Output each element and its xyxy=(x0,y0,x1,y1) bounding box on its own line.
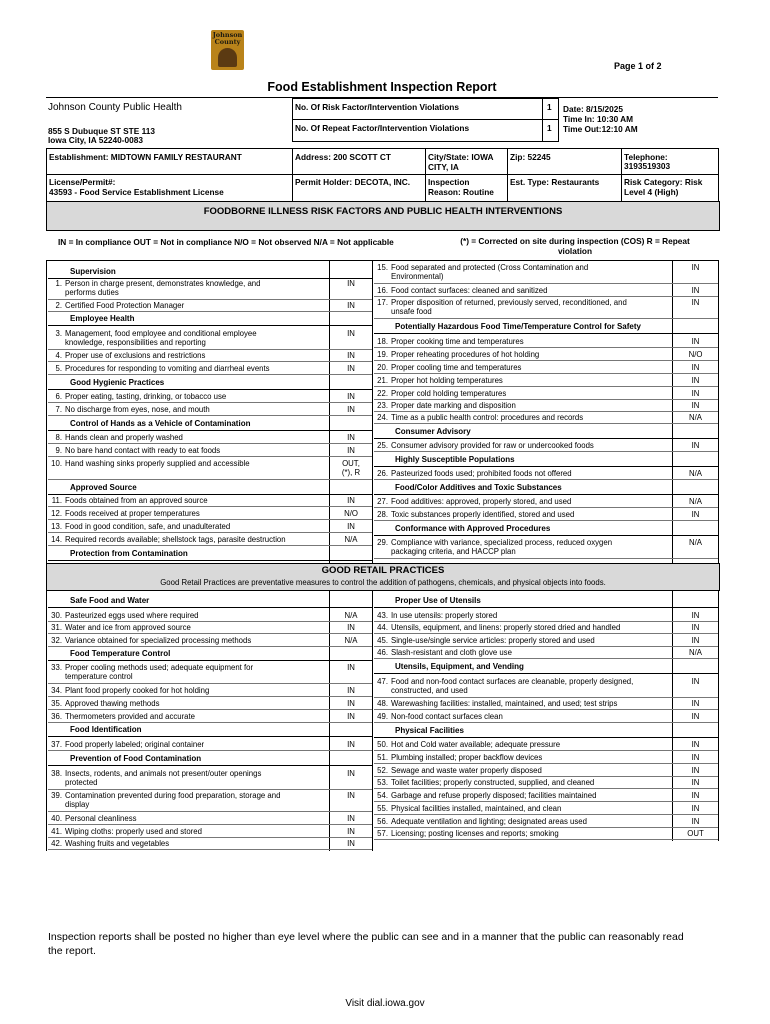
list-item xyxy=(374,623,671,632)
item-text: Proper cold holding temperatures xyxy=(391,389,507,398)
item-text: Hand washing sinks properly supplied and accessible xyxy=(65,459,250,468)
permit-holder: Permit Holder: DECOTA, INC. xyxy=(295,177,411,187)
compliance-status: N/A xyxy=(689,469,702,478)
county-logo xyxy=(211,30,244,70)
list-item xyxy=(374,677,671,696)
compliance-status: IN xyxy=(691,337,700,346)
item-text: Sewage and waste water properly disposed xyxy=(391,766,542,775)
item-number: 24. xyxy=(377,413,388,422)
item-text: Pasteurized foods used; prohibited foods not offered xyxy=(391,469,572,478)
item-number: 2. xyxy=(55,301,62,310)
compliance-status: IN xyxy=(347,446,355,455)
item-number: 45. xyxy=(377,636,388,645)
item-text: Food properly labeled; original container xyxy=(65,740,205,749)
logo-text: Johnson County xyxy=(212,31,243,46)
item-number: 30. xyxy=(51,611,62,620)
list-item xyxy=(48,364,327,373)
item-text: Warewashing facilities: installed, maintained, and used; test strips xyxy=(391,699,618,708)
compliance-status: IN xyxy=(691,363,700,372)
list-item xyxy=(48,636,327,645)
list-item xyxy=(374,778,671,787)
license-number: 43593 - Food Service Establishment License xyxy=(49,187,224,197)
compliance-status: IN xyxy=(691,298,700,307)
section-heading: Protection from Contamination xyxy=(70,549,188,558)
compliance-status: IN xyxy=(347,699,355,708)
item-text: Pasteurized eggs used where required xyxy=(65,611,199,620)
list-item xyxy=(374,401,671,410)
compliance-status: IN xyxy=(691,611,700,620)
item-text: Time as a public health control: procedures and records xyxy=(391,413,584,422)
establishment-name: Establishment: MIDTOWN FAMILY RESTAURANT xyxy=(49,152,242,162)
item-text: Hands clean and properly washed xyxy=(65,433,183,442)
zip-code: Zip: 52245 xyxy=(510,152,551,162)
item-text: Person in charge present, demonstrates knowledge, and performs duties xyxy=(65,279,261,298)
item-number: 1. xyxy=(55,279,62,288)
item-text: Consumer advisory provided for raw or undercooked foods xyxy=(391,441,594,450)
item-text: Licensing; posting licenses and reports; smoking xyxy=(391,829,559,838)
compliance-status: OUT, (*), R xyxy=(341,459,361,478)
section-heading: Employee Health xyxy=(70,314,135,323)
item-text: Procedures for responding to vomiting and diarrheal events xyxy=(65,364,270,373)
item-number: 13. xyxy=(51,522,62,531)
item-number: 22. xyxy=(377,389,388,398)
agency-address-1: 855 S Dubuque ST STE 113 xyxy=(48,126,155,136)
item-number: 48. xyxy=(377,699,388,708)
section-heading: Prevention of Food Contamination xyxy=(70,754,202,763)
compliance-status: IN xyxy=(691,712,700,721)
item-number: 44. xyxy=(377,623,388,632)
section-heading: Food Identification xyxy=(70,725,142,734)
section-heading: Approved Source xyxy=(70,483,137,492)
compliance-status: N/A xyxy=(689,413,702,422)
risk-category-1: Risk Category: Risk xyxy=(624,177,703,187)
list-item xyxy=(374,376,671,385)
section-heading: Control of Hands as a Vehicle of Contamination xyxy=(70,419,251,428)
list-item xyxy=(374,817,671,826)
page-number: Page 1 of 2 xyxy=(614,61,662,71)
item-number: 21. xyxy=(377,376,388,385)
list-item xyxy=(48,712,327,721)
section-heading: Highly Susceptible Populations xyxy=(395,455,515,464)
list-item xyxy=(374,753,671,762)
item-text: Physical facilities installed, maintained, and clean xyxy=(391,804,562,813)
section-heading: Utensils, Equipment, and Vending xyxy=(395,662,524,671)
compliance-status: IN xyxy=(347,392,355,401)
repeat-violations-count: 1 xyxy=(547,123,552,133)
item-number: 53. xyxy=(377,778,388,787)
compliance-status: N/A xyxy=(344,535,358,544)
item-number: 3. xyxy=(55,329,62,338)
item-text: Thermometers provided and accurate xyxy=(65,712,196,721)
item-number: 15. xyxy=(377,263,388,272)
risk-category-2: Level 4 (High) xyxy=(624,187,679,197)
visit-website: Visit dial.iowa.gov xyxy=(345,998,425,1009)
compliance-status: IN xyxy=(691,286,700,295)
compliance-status: IN xyxy=(691,740,700,749)
compliance-status: IN xyxy=(347,839,355,848)
item-number: 39. xyxy=(51,791,62,800)
inspection-reason-label: Inspection xyxy=(428,177,470,187)
item-text: Proper eating, tasting, drinking, or tobacco use xyxy=(65,392,227,401)
item-number: 16. xyxy=(377,286,388,295)
list-item xyxy=(48,405,327,414)
list-item xyxy=(374,712,671,721)
item-number: 43. xyxy=(377,611,388,620)
agency-address-2: Iowa City, IA 52240-0083 xyxy=(48,135,144,145)
item-number: 35. xyxy=(51,699,62,708)
list-item xyxy=(48,509,327,518)
item-number: 7. xyxy=(55,405,62,414)
section-heading: Physical Facilities xyxy=(395,726,464,735)
item-text: Contamination prevented during food preparation, storage and display xyxy=(65,791,281,810)
compliance-status: IN xyxy=(691,817,700,826)
section-heading: Supervision xyxy=(70,267,116,276)
compliance-status: IN xyxy=(347,301,355,310)
list-item xyxy=(48,522,327,531)
item-text: Personal cleanliness xyxy=(65,814,137,823)
item-text: Proper cooling time and temperatures xyxy=(391,363,522,372)
list-item xyxy=(374,611,671,620)
item-number: 8. xyxy=(55,433,62,442)
compliance-status: IN xyxy=(691,804,700,813)
list-item xyxy=(48,740,327,749)
item-text: Hot and Cold water available; adequate pressure xyxy=(391,740,561,749)
section-heading: Potentially Hazardous Food Time/Temperature Control for Safety xyxy=(395,322,641,331)
list-item xyxy=(48,663,327,682)
item-number: 52. xyxy=(377,766,388,775)
item-number: 40. xyxy=(51,814,62,823)
time-in: Time In: 10:30 AM xyxy=(563,114,634,124)
retail-section-header xyxy=(46,563,720,591)
list-item xyxy=(374,350,671,359)
telephone-number: 3193519303 xyxy=(624,161,671,171)
compliance-status: IN xyxy=(691,791,700,800)
compliance-status: IN xyxy=(691,766,700,775)
list-item xyxy=(48,814,327,823)
item-number: 12. xyxy=(51,509,62,518)
list-item xyxy=(48,827,327,836)
compliance-status: IN xyxy=(691,376,700,385)
item-text: No bare hand contact with ready to eat foods xyxy=(65,446,221,455)
list-item xyxy=(48,769,327,788)
compliance-status: IN xyxy=(347,522,355,531)
item-text: Proper disposition of returned, previously served, reconditioned, and unsafe food xyxy=(391,298,627,317)
compliance-status: IN xyxy=(691,778,700,787)
list-item xyxy=(48,351,327,360)
item-number: 36. xyxy=(51,712,62,721)
item-text: Non-food contact surfaces clean xyxy=(391,712,503,721)
compliance-status: IN xyxy=(347,623,355,632)
item-text: Certified Food Protection Manager xyxy=(65,301,185,310)
list-item xyxy=(374,699,671,708)
compliance-status: IN xyxy=(347,769,355,778)
list-item xyxy=(374,648,671,657)
item-text: Toilet facilities; properly constructed, supplied, and cleaned xyxy=(391,778,595,787)
item-number: 50. xyxy=(377,740,388,749)
repeat-violations-label: No. Of Repeat Factor/Intervention Violations xyxy=(295,123,470,133)
item-number: 18. xyxy=(377,337,388,346)
item-number: 5. xyxy=(55,364,62,373)
compliance-status: IN xyxy=(347,405,355,414)
list-item xyxy=(374,538,671,557)
item-number: 57. xyxy=(377,829,388,838)
list-item xyxy=(374,286,671,295)
compliance-status: IN xyxy=(347,433,355,442)
establishment-type: Est. Type: Restaurants xyxy=(510,177,600,187)
list-item xyxy=(374,497,671,506)
item-number: 9. xyxy=(55,446,62,455)
compliance-status: IN xyxy=(347,279,355,288)
compliance-status: IN xyxy=(347,364,355,373)
compliance-status: N/A xyxy=(689,497,702,506)
list-item xyxy=(374,510,671,519)
compliance-status: IN xyxy=(691,699,700,708)
compliance-status: N/A xyxy=(344,636,358,645)
list-item xyxy=(48,611,327,620)
item-text: Proper cooling methods used; adequate equipment for temperature control xyxy=(65,663,254,682)
compliance-status: IN xyxy=(347,791,355,800)
item-text: Insects, rodents, and animals not present/outer openings protected xyxy=(65,769,262,788)
list-item xyxy=(48,686,327,695)
compliance-status: IN xyxy=(347,814,355,823)
list-item xyxy=(48,791,327,810)
list-item xyxy=(374,363,671,372)
report-title: Food Establishment Inspection Report xyxy=(267,80,497,94)
item-number: 29. xyxy=(377,538,388,547)
item-number: 26. xyxy=(377,469,388,478)
compliance-status: IN xyxy=(347,712,355,721)
section-heading: Safe Food and Water xyxy=(70,596,150,605)
item-text: Proper cooking time and temperatures xyxy=(391,337,524,346)
item-number: 38. xyxy=(51,769,62,778)
item-text: Proper date marking and disposition xyxy=(391,401,516,410)
list-item xyxy=(374,337,671,346)
posting-notice: Inspection reports shall be posted no higher than eye level where the public can see and in a manner that the public can reasonably read the report. xyxy=(48,931,684,957)
item-text: Water and ice from approved source xyxy=(65,623,191,632)
list-item xyxy=(48,446,327,455)
list-item xyxy=(374,441,671,450)
section-heading: Food/Color Additives and Toxic Substances xyxy=(395,483,562,492)
item-number: 34. xyxy=(51,686,62,695)
list-item xyxy=(374,766,671,775)
time-out: Time Out:12:10 AM xyxy=(563,124,638,134)
item-number: 49. xyxy=(377,712,388,721)
compliance-status: IN xyxy=(347,351,355,360)
establishment-address: Address: 200 SCOTT CT xyxy=(295,152,391,162)
compliance-status: IN xyxy=(347,663,355,672)
compliance-status: N/A xyxy=(344,611,358,620)
compliance-status: IN xyxy=(347,329,355,338)
compliance-status: IN xyxy=(691,623,700,632)
compliance-status: IN xyxy=(347,686,355,695)
item-text: Food contact surfaces: cleaned and sanitized xyxy=(391,286,548,295)
item-text: Compliance with variance, specialized process, reduced oxygen packaging criteria, and HACCP plan xyxy=(391,538,613,557)
compliance-status: IN xyxy=(691,401,700,410)
item-text: Proper use of exclusions and restrictions xyxy=(65,351,206,360)
compliance-status: N/O xyxy=(344,509,358,518)
item-number: 20. xyxy=(377,363,388,372)
item-number: 37. xyxy=(51,740,62,749)
list-item xyxy=(48,535,327,544)
section-heading: Good Hygienic Practices xyxy=(70,378,165,387)
item-text: Slash-resistant and cloth glove use xyxy=(391,648,512,657)
item-text: Washing fruits and vegetables xyxy=(65,839,170,848)
inspection-date: Date: 8/15/2025 xyxy=(563,104,623,114)
item-number: 54. xyxy=(377,791,388,800)
item-text: Foods obtained from an approved source xyxy=(65,496,208,505)
retail-title: GOOD RETAIL PRACTICES xyxy=(321,565,445,576)
list-item xyxy=(374,469,671,478)
list-item xyxy=(374,740,671,749)
section-heading: Proper Use of Utensils xyxy=(395,596,481,605)
item-number: 10. xyxy=(51,459,62,468)
list-item xyxy=(48,839,327,848)
item-number: 55. xyxy=(377,804,388,813)
city-state: City/State: IOWA CITY, IA xyxy=(428,152,494,172)
item-number: 28. xyxy=(377,510,388,519)
inspection-reason: Reason: Routine xyxy=(428,187,494,197)
list-item xyxy=(374,791,671,800)
retail-subtitle: Good Retail Practices are preventative measures to control the addition of pathogens, chemicals, and physical objects into foods. xyxy=(160,578,606,587)
compliance-status: OUT xyxy=(687,829,704,838)
foodborne-section-header: FOODBORNE ILLNESS RISK FACTORS AND PUBLIC HEALTH INTERVENTIONS xyxy=(46,201,720,231)
item-text: Required records available; shellstock tags, parasite destruction xyxy=(65,535,286,544)
item-number: 31. xyxy=(51,623,62,632)
item-number: 46. xyxy=(377,648,388,657)
section-heading: Conformance with Approved Procedures xyxy=(395,524,551,533)
telephone-label: Telephone: xyxy=(624,152,668,162)
item-text: Approved thawing methods xyxy=(65,699,160,708)
item-number: 33. xyxy=(51,663,62,672)
item-number: 32. xyxy=(51,636,62,645)
item-text: Plumbing installed; proper backflow devices xyxy=(391,753,543,762)
list-item xyxy=(374,298,671,317)
list-item xyxy=(48,496,327,505)
list-item xyxy=(374,636,671,645)
list-item xyxy=(374,829,671,838)
legend-corrected: (*) = Corrected on site during inspection (COS) R = Repeat violation xyxy=(460,236,690,256)
item-number: 14. xyxy=(51,535,62,544)
item-text: Toxic substances properly identified, stored and used xyxy=(391,510,575,519)
item-text: Proper hot holding temperatures xyxy=(391,376,503,385)
item-text: Wiping cloths: properly used and stored xyxy=(65,827,202,836)
agency-name: Johnson County Public Health xyxy=(48,102,182,113)
compliance-status: N/A xyxy=(689,648,702,657)
item-text: Variance obtained for specialized processing methods xyxy=(65,636,252,645)
item-text: Food separated and protected (Cross Contamination and Environmental) xyxy=(391,263,589,282)
item-number: 25. xyxy=(377,441,388,450)
item-text: Plant food properly cooked for hot holding xyxy=(65,686,210,695)
list-item xyxy=(48,433,327,442)
item-text: Foods received at proper temperatures xyxy=(65,509,200,518)
item-number: 42. xyxy=(51,839,62,848)
compliance-status: N/O xyxy=(688,350,703,359)
compliance-status: IN xyxy=(691,753,700,762)
list-item xyxy=(48,279,327,298)
item-number: 11. xyxy=(51,496,62,505)
logo-figure-icon xyxy=(218,48,237,67)
compliance-status: IN xyxy=(347,496,355,505)
list-item xyxy=(48,392,327,401)
item-text: Utensils, equipment, and linens: properly stored dried and handled xyxy=(391,623,621,632)
item-text: In use utensils: properly stored xyxy=(391,611,498,620)
item-number: 27. xyxy=(377,497,388,506)
compliance-status: IN xyxy=(347,740,355,749)
compliance-status: IN xyxy=(691,510,700,519)
item-text: Proper reheating procedures of hot holding xyxy=(391,350,540,359)
compliance-status: IN xyxy=(691,441,700,450)
list-item xyxy=(48,301,327,310)
compliance-status: IN xyxy=(347,827,355,836)
item-text: Food additives: approved, properly stored, and used xyxy=(391,497,572,506)
license-label: License/Permit#: xyxy=(49,177,116,187)
item-number: 51. xyxy=(377,753,388,762)
compliance-status: IN xyxy=(691,636,700,645)
item-text: Food and non-food contact surfaces are cleanable, properly designed, constructed, and used xyxy=(391,677,634,696)
item-number: 17. xyxy=(377,298,388,307)
compliance-status: IN xyxy=(691,263,700,272)
section-heading: Food Temperature Control xyxy=(70,649,171,658)
section-heading: Consumer Advisory xyxy=(395,427,471,436)
list-item xyxy=(48,623,327,632)
item-text: Single-use/single service articles: properly stored and used xyxy=(391,636,595,645)
list-item xyxy=(374,389,671,398)
list-item xyxy=(48,699,327,708)
item-number: 47. xyxy=(377,677,388,686)
item-number: 4. xyxy=(55,351,62,360)
item-number: 41. xyxy=(51,827,62,836)
legend-compliance: IN = In compliance OUT = Not in compliance N/O = Not observed N/A = Not applicable xyxy=(58,237,394,247)
list-item xyxy=(374,413,671,422)
compliance-status: IN xyxy=(691,389,700,398)
list-item xyxy=(48,459,327,468)
compliance-status: IN xyxy=(691,677,700,686)
item-text: Adequate ventilation and lighting; designated areas used xyxy=(391,817,587,826)
list-item xyxy=(374,263,671,282)
list-item xyxy=(374,804,671,813)
item-text: No discharge from eyes, nose, and mouth xyxy=(65,405,210,414)
list-item xyxy=(48,329,327,348)
item-text: Food in good condition, safe, and unadulterated xyxy=(65,522,231,531)
risk-violations-count: 1 xyxy=(547,102,552,112)
item-number: 6. xyxy=(55,392,62,401)
risk-violations-label: No. Of Risk Factor/Intervention Violations xyxy=(295,102,459,112)
compliance-status: N/A xyxy=(689,538,702,547)
item-number: 23. xyxy=(377,401,388,410)
item-number: 56. xyxy=(377,817,388,826)
item-text: Management, food employee and conditional employee knowledge, responsibilities and reporting xyxy=(65,329,257,348)
item-number: 19. xyxy=(377,350,388,359)
item-text: Garbage and refuse properly disposed; facilities maintained xyxy=(391,791,597,800)
